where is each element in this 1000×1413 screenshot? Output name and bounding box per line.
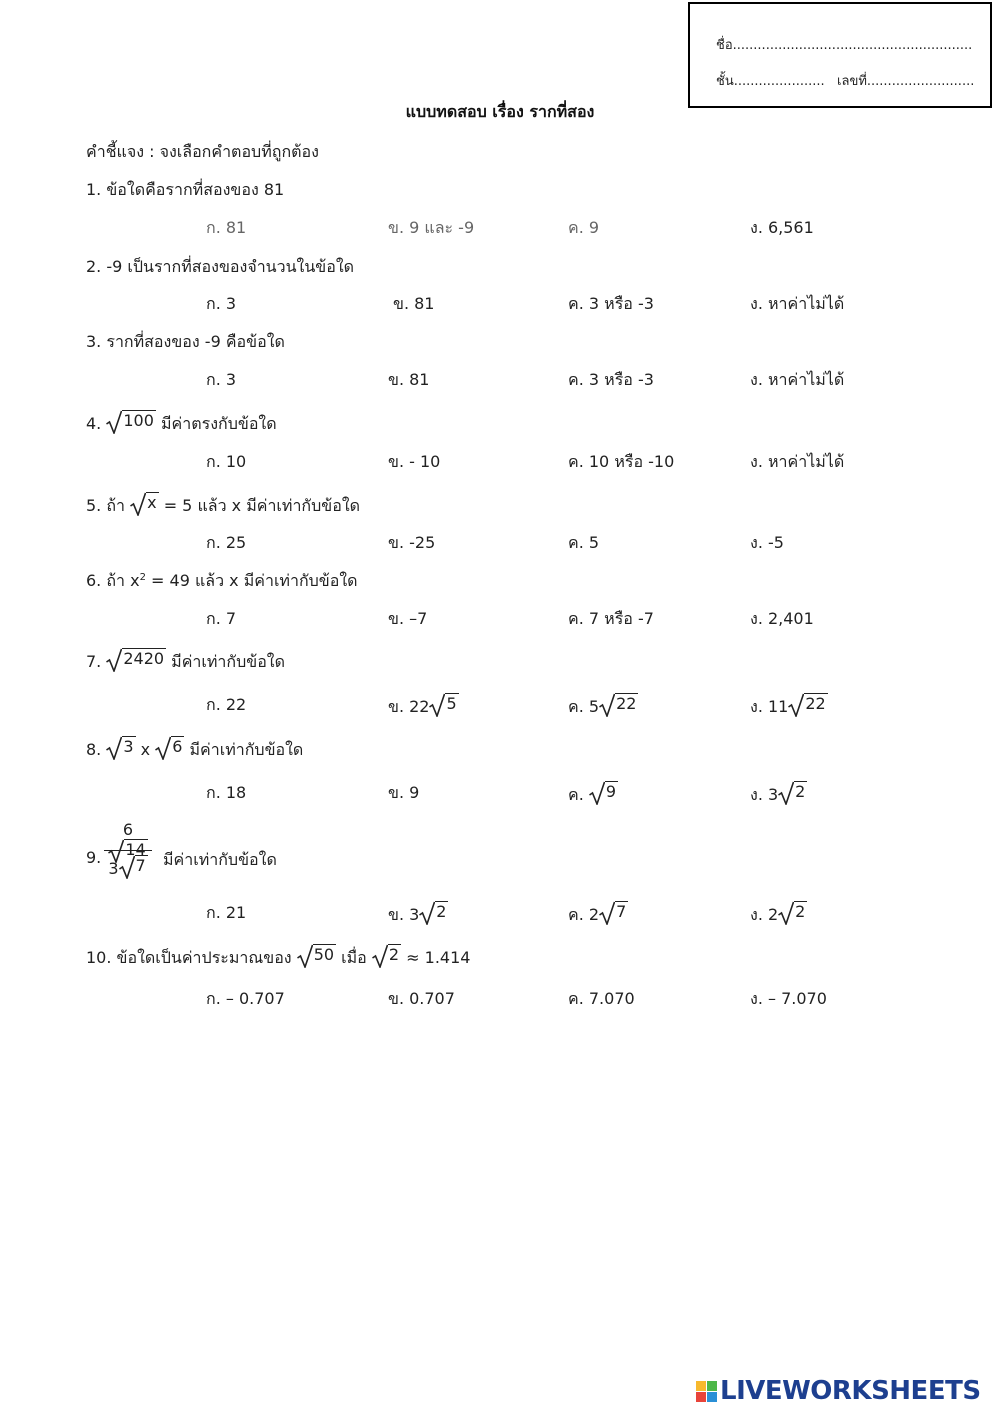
q7-b-radicand: 5 bbox=[445, 693, 458, 717]
q7-c-radical bbox=[599, 693, 638, 717]
q10-radicand-2: 2 bbox=[388, 944, 401, 968]
q9-c-prefix: ค. 2 bbox=[568, 905, 600, 924]
q10-radicand-1: 50 bbox=[313, 944, 336, 968]
q2-choice-c[interactable]: ค. 3 หรือ -3 bbox=[568, 294, 654, 313]
question-4 bbox=[86, 410, 277, 437]
q1-choice-a[interactable]: ก. 81 bbox=[206, 218, 247, 237]
q3-choice-a[interactable]: ก. 3 bbox=[206, 370, 237, 389]
q9-choice-c[interactable] bbox=[568, 901, 628, 928]
q8-radicand-2: 6 bbox=[171, 736, 184, 760]
logo-block bbox=[707, 1392, 717, 1402]
q9-d-prefix: ง. 2 bbox=[750, 905, 779, 924]
q4-choice-a[interactable]: ก. 10 bbox=[206, 452, 247, 471]
sqrt-icon bbox=[599, 901, 615, 925]
q1-choice-d[interactable]: ง. 6,561 bbox=[750, 218, 814, 237]
q7-d-prefix: ง. 11 bbox=[750, 697, 789, 716]
q7-d-radical bbox=[788, 693, 827, 717]
class-number-line bbox=[716, 70, 974, 91]
sqrt-icon bbox=[130, 492, 146, 516]
question-8 bbox=[86, 736, 303, 763]
q3-choice-c[interactable]: ค. 3 หรือ -3 bbox=[568, 370, 654, 389]
q8-d-radicand: 2 bbox=[794, 781, 807, 805]
q6-rest: = 49 แล้ว x มีค่าเท่ากับข้อใด bbox=[151, 571, 358, 590]
q10-choice-b[interactable]: ข. 0.707 bbox=[388, 989, 455, 1008]
q9-den-radical bbox=[119, 855, 148, 879]
q9-choice-a[interactable]: ก. 21 bbox=[206, 903, 247, 922]
page-title: แบบทดสอบ เรื่อง รากที่สอง bbox=[405, 102, 595, 121]
q6-prefix: 6. ถ้า x bbox=[86, 571, 140, 590]
q9-num-radicand: 14 bbox=[124, 839, 147, 863]
q6-exponent: 2 bbox=[139, 572, 146, 583]
q7-c-prefix: ค. 5 bbox=[568, 697, 600, 716]
question-2: 2. -9 เป็นรากที่สองของจำนวนในข้อใด bbox=[86, 257, 355, 276]
question-1: 1. ข้อใดคือรากที่สองของ 81 bbox=[86, 180, 285, 199]
q8-choice-a[interactable]: ก. 18 bbox=[206, 783, 247, 802]
q8-choice-d[interactable] bbox=[750, 781, 807, 808]
q9-den-radicand: 7 bbox=[135, 855, 148, 879]
q9-den-coef: 3 bbox=[108, 859, 119, 878]
q1-choice-c[interactable]: ค. 9 bbox=[568, 218, 600, 237]
q10-prefix: 10. ข้อใดเป็นค่าประมาณของ bbox=[86, 948, 292, 967]
q10-choice-a[interactable]: ก. – 0.707 bbox=[206, 989, 285, 1008]
sqrt-icon bbox=[106, 410, 122, 434]
q9-c-radical bbox=[599, 901, 628, 925]
logo-block bbox=[696, 1381, 706, 1391]
logo-block bbox=[707, 1381, 717, 1391]
liveworksheets-logo bbox=[696, 1376, 981, 1406]
q7-c-radicand: 22 bbox=[615, 693, 638, 717]
q7-number: 7. bbox=[86, 652, 102, 671]
q9-d-radical bbox=[778, 901, 807, 925]
instructions: คำชี้แจง : จงเลือกคำตอบที่ถูกต้อง bbox=[86, 142, 319, 161]
class-field-line: ชั้น...................... bbox=[716, 74, 825, 89]
q10-radical-1 bbox=[297, 944, 336, 968]
q9-d-radicand: 2 bbox=[794, 901, 807, 925]
q8-d-radical bbox=[778, 781, 807, 805]
question-6 bbox=[86, 569, 358, 594]
q6-choice-c[interactable]: ค. 7 หรือ -7 bbox=[568, 609, 654, 628]
q10-choice-c[interactable]: ค. 7.070 bbox=[568, 989, 635, 1008]
q9-c-radicand: 7 bbox=[615, 901, 628, 925]
q7-radicand: 2420 bbox=[122, 648, 166, 672]
student-info-box bbox=[688, 2, 992, 108]
q4-choice-b[interactable]: ข. - 10 bbox=[388, 452, 441, 471]
q9-b-prefix: ข. 3 bbox=[388, 905, 420, 924]
q6-choice-b[interactable]: ข. –7 bbox=[388, 609, 428, 628]
q8-radical-1 bbox=[106, 736, 135, 760]
q8-radicand-1: 3 bbox=[122, 736, 135, 760]
q10-radical-2 bbox=[372, 944, 401, 968]
q5-choice-a[interactable]: ก. 25 bbox=[206, 533, 247, 552]
q9-b-radical bbox=[419, 901, 448, 925]
q8-times: x bbox=[140, 740, 151, 759]
q5-choice-d[interactable]: ง. -5 bbox=[750, 533, 784, 552]
q4-rest: มีค่าตรงกับข้อใด bbox=[161, 414, 277, 433]
q6-choice-a[interactable]: ก. 7 bbox=[206, 609, 237, 628]
sqrt-icon bbox=[119, 855, 135, 879]
q8-choice-c[interactable] bbox=[568, 781, 618, 808]
q1-choice-b[interactable]: ข. 9 และ -9 bbox=[388, 218, 475, 237]
sqrt-icon bbox=[778, 781, 794, 805]
sqrt-icon bbox=[589, 781, 605, 805]
q8-rest: มีค่าเท่ากับข้อใด bbox=[189, 740, 304, 759]
q7-rest: มีค่าเท่ากับข้อใด bbox=[171, 652, 285, 671]
q9-numerator bbox=[104, 820, 152, 859]
q2-choice-a[interactable]: ก. 3 bbox=[206, 294, 237, 313]
q9-rest: มีค่าเท่ากับข้อใด bbox=[163, 850, 277, 869]
sqrt-icon bbox=[788, 693, 804, 717]
q2-choice-b[interactable]: ข. 81 bbox=[393, 294, 435, 313]
question-10 bbox=[86, 944, 470, 971]
q3-choice-d[interactable]: ง. หาค่าไม่ได้ bbox=[750, 370, 845, 389]
q10-mid: เมื่อ bbox=[341, 948, 367, 967]
sqrt-icon bbox=[155, 736, 171, 760]
q9-b-radicand: 2 bbox=[435, 901, 448, 925]
q5-choice-c[interactable]: ค. 5 bbox=[568, 533, 600, 552]
logo-block bbox=[696, 1392, 706, 1402]
q9-choice-b[interactable] bbox=[388, 901, 448, 928]
question-5 bbox=[86, 492, 360, 519]
q7-b-radical bbox=[429, 693, 458, 717]
q8-c-radical bbox=[589, 781, 618, 805]
q8-c-radicand: 9 bbox=[605, 781, 618, 805]
q10-choice-d[interactable]: ง. – 7.070 bbox=[750, 989, 827, 1008]
q3-choice-b[interactable]: ข. 81 bbox=[388, 370, 430, 389]
name-field-line: ชื่อ.......................................................... bbox=[716, 38, 973, 53]
q9-num-coef: 6 bbox=[122, 820, 134, 839]
question-9-number: 9. bbox=[86, 848, 102, 867]
q7-radical bbox=[106, 648, 166, 672]
question-3: 3. รากที่สองของ -9 คือข้อใด bbox=[86, 332, 285, 351]
sqrt-icon bbox=[297, 944, 313, 968]
q8-number: 8. bbox=[86, 740, 102, 759]
q7-choice-a[interactable]: ก. 22 bbox=[206, 695, 247, 714]
q2-choice-d[interactable]: ง. หาค่าไม่ได้ bbox=[750, 294, 845, 313]
q5-radicand: x bbox=[146, 492, 158, 516]
q9-denominator bbox=[104, 855, 152, 879]
q8-radical-2 bbox=[155, 736, 184, 760]
number-field-line: เลขที่.......................... bbox=[837, 74, 975, 89]
q4-radicand: 100 bbox=[122, 410, 156, 434]
q8-c-prefix: ค. bbox=[568, 785, 584, 804]
sqrt-icon bbox=[778, 901, 794, 925]
q10-rest: ≈ 1.414 bbox=[406, 948, 471, 967]
q4-choice-d[interactable]: ง. หาค่าไม่ได้ bbox=[750, 452, 845, 471]
q7-choice-d[interactable] bbox=[750, 693, 828, 720]
sqrt-icon bbox=[419, 901, 435, 925]
q7-choice-b[interactable] bbox=[388, 693, 459, 720]
q4-number: 4. bbox=[86, 414, 102, 433]
sqrt-icon bbox=[599, 693, 615, 717]
q7-d-radicand: 22 bbox=[804, 693, 827, 717]
q4-choice-c[interactable]: ค. 10 หรือ -10 bbox=[568, 452, 675, 471]
question-7 bbox=[86, 648, 285, 675]
q8-d-prefix: ง. 3 bbox=[750, 785, 779, 804]
q6-choice-d[interactable]: ง. 2,401 bbox=[750, 609, 814, 628]
logo-blocks-icon bbox=[696, 1381, 717, 1402]
q5-choice-b[interactable]: ข. -25 bbox=[388, 533, 436, 552]
q5-radical bbox=[130, 492, 158, 516]
sqrt-icon bbox=[106, 648, 122, 672]
q9-fraction bbox=[104, 820, 152, 879]
q7-choice-c[interactable] bbox=[568, 693, 638, 720]
q5-prefix: 5. ถ้า bbox=[86, 496, 126, 515]
q7-b-prefix: ข. 22 bbox=[388, 697, 430, 716]
logo-text: LIVEWORKSHEETS bbox=[720, 1376, 981, 1406]
q5-rest: = 5 แล้ว x มีค่าเท่ากับข้อใด bbox=[163, 496, 361, 515]
sqrt-icon bbox=[429, 693, 445, 717]
sqrt-icon bbox=[106, 736, 122, 760]
q9-choice-d[interactable] bbox=[750, 901, 807, 928]
sqrt-icon bbox=[372, 944, 388, 968]
q4-radical bbox=[106, 410, 156, 434]
q8-choice-b[interactable]: ข. 9 bbox=[388, 783, 420, 802]
